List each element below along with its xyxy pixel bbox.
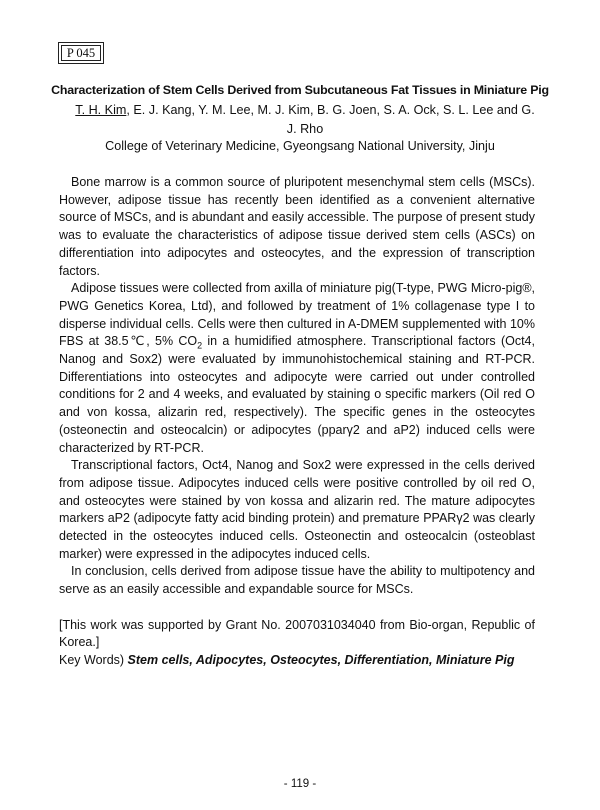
abstract-body <box>59 174 535 652</box>
paragraph-introduction: Bone marrow is a common source of pluripotent mesenchymal stem cells (MSCs). However, adipose tissue has recently been identified as a convenient alternative source of MSCs, and is abundant and easily accessible. The purpose of present study was to evaluate the characteristics of adipose tissue derived stem cells (ASCs) on differentiation into adipocytes and osteocytes, and the expression of transcription factors. <box>59 175 535 278</box>
presenting-author: T. H. Kim <box>75 103 127 117</box>
keywords-values: Stem cells, Adipocytes, Osteocytes, Differentiation, Miniature Pig <box>127 653 515 667</box>
poster-id-box <box>58 42 104 64</box>
paragraph-results: Transcriptional factors, Oct4, Nanog and Sox2 were expressed in the cells derived from adipose tissue. Adipocytes induced cells were positive controlled by oil red O, and osteocytes were stained by von kossa and alizarin red. The mature adipocytes markers aP2 (adipocyte fatty acid binding protein) and premature PPARγ2 was clearly detected in the osteocytes induced cells. Osteonectin and osteocalcin (osteoblast marker) were expressed in the adipocytes induced cells. <box>59 458 535 561</box>
abstract-title: Characterization of Stem Cells Derived from Subcutaneous Fat Tissues in Miniature Pig <box>51 83 549 97</box>
paragraph-methods <box>59 280 535 457</box>
page-number: - 119 - <box>283 778 317 790</box>
keywords-label: Key Words) <box>59 653 128 667</box>
keywords-line <box>59 652 535 669</box>
methods-text-part2: in a humidified atmosphere. Transcriptional factors (Oct4, Nanog and Sox2) were evaluated by immunohistochemical staining and RT-PCR. Differentiations into osteocytes and adipocyte were carried out under controlled conditions for 2 and 4 weeks, and evaluated by staining o specific markers (Oil red O and von kossa, alizarin red, respectively). The specific genes in the osteocytes (osteonectin and osteocalcin) or adipocytes (pparγ2 and aP2) induced cells were characterized by RT-PCR. <box>59 334 535 455</box>
methods-text-part1: Adipose tissues were collected from axilla of miniature pig(T-type, PWG Micro-pig®, PWG Genetics Korea, Ltd), and followed by treatment of 1% collagenase type I to disperse individual cells. Cells were then cultured in A-DMEM supplemented with 10% FBS at 38.5℃, 5% CO <box>59 281 535 349</box>
poster-id: P 045 <box>61 45 101 61</box>
grant-acknowledgement: [This work was supported by Grant No. 2007031034040 from Bio-organ, Republic of Korea.] <box>59 617 535 650</box>
co2-subscript: 2 <box>197 340 203 351</box>
co-authors: , E. J. Kang, Y. M. Lee, M. J. Kim, B. G. Joen, S. A. Ock, S. L. Lee and G. J. Rho <box>126 103 535 136</box>
paragraph-conclusion: In conclusion, cells derived from adipose tissue have the ability to multipotency and serve as an easily accessible and expandable source for MSCs. <box>59 564 535 597</box>
author-list <box>70 101 540 139</box>
affiliation: College of Veterinary Medicine, Gyeongsang National University, Jinju <box>105 139 495 153</box>
